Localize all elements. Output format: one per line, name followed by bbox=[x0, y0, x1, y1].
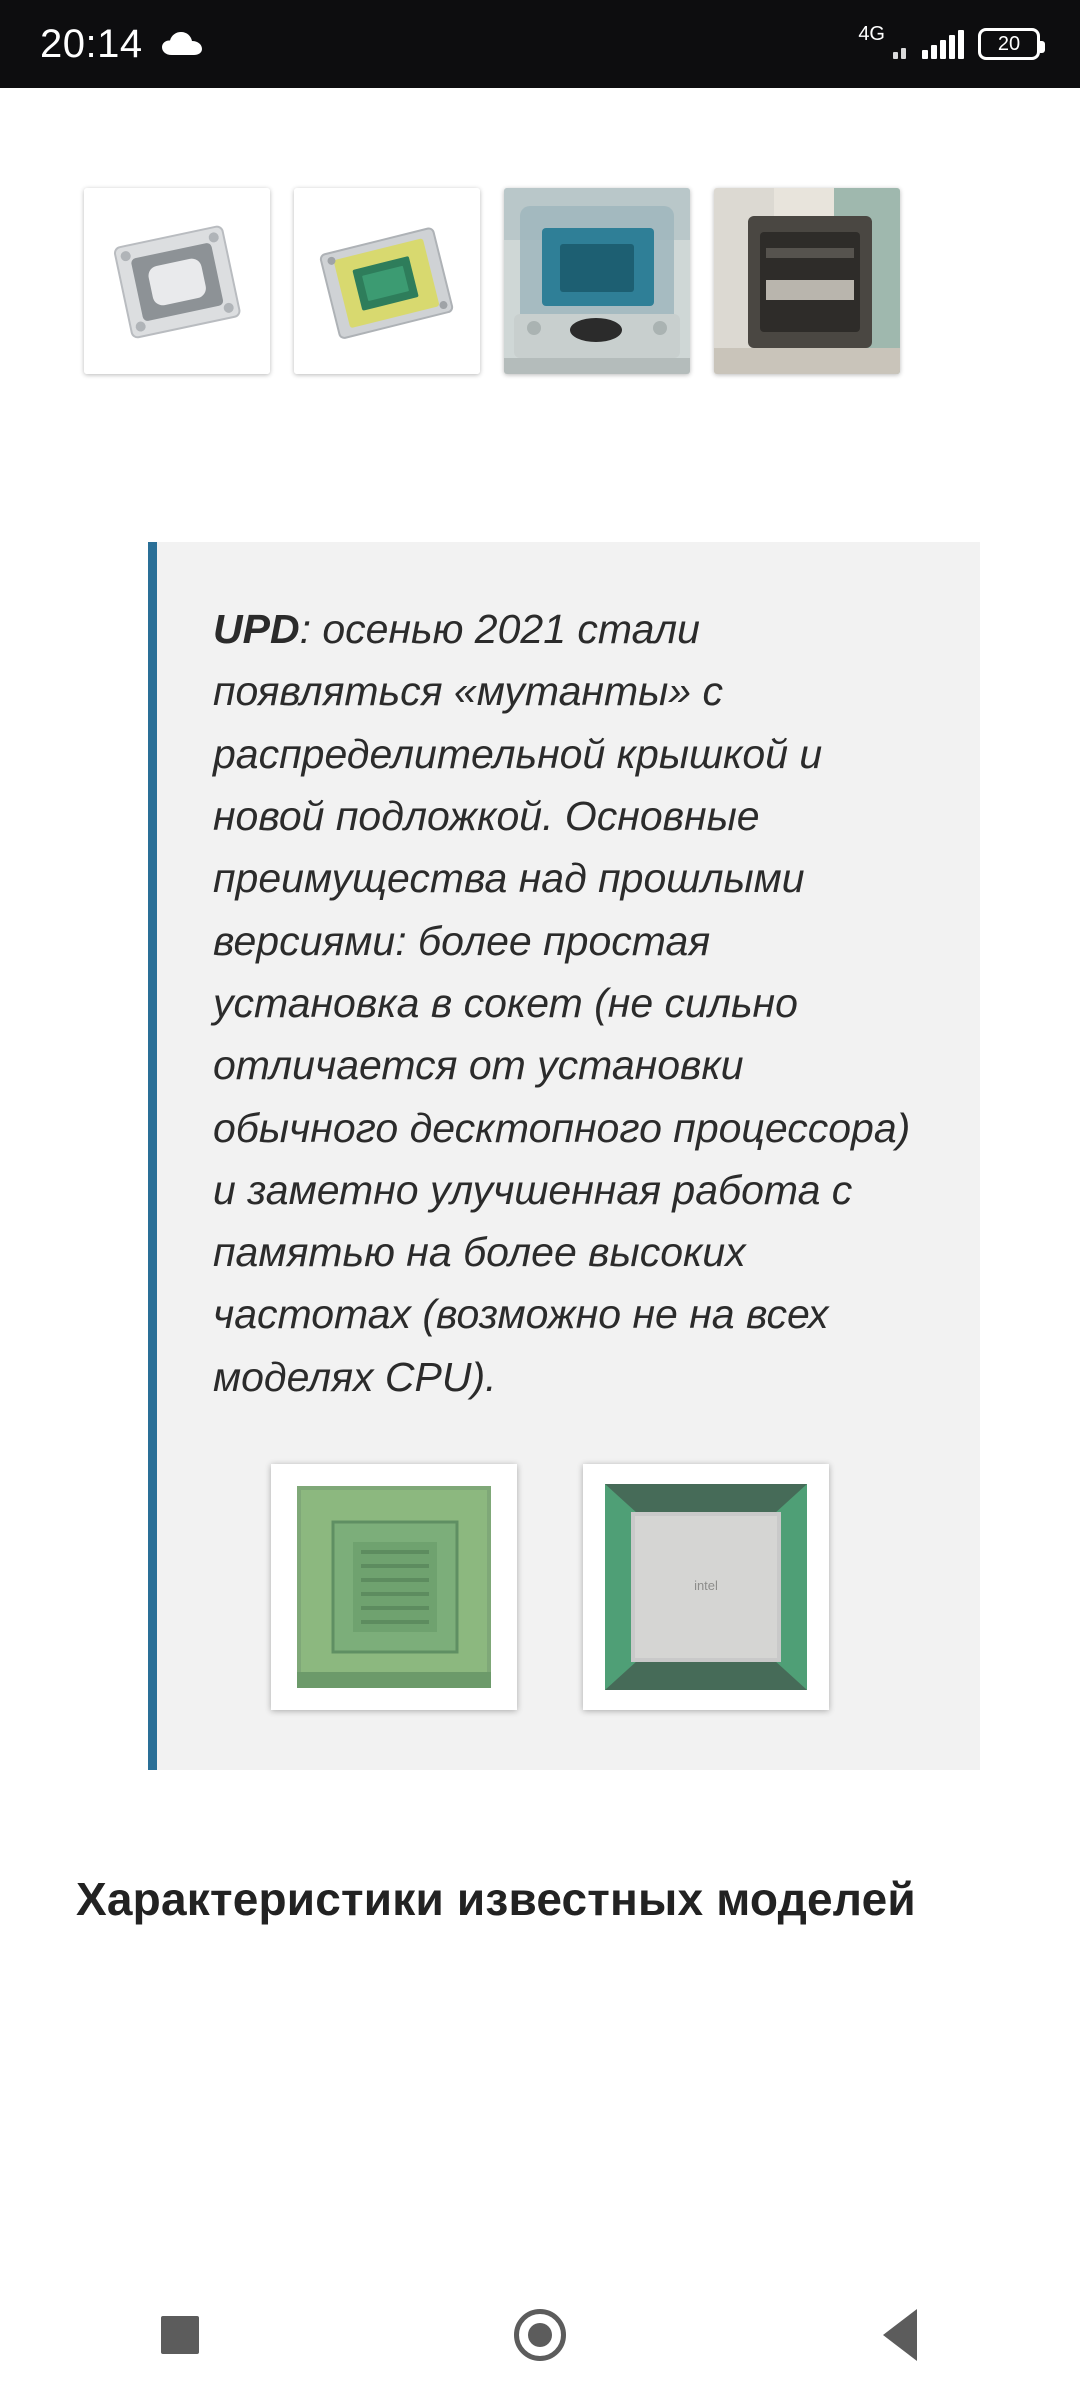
quote-text bbox=[213, 598, 924, 1408]
svg-text:intel: intel bbox=[694, 1578, 718, 1594]
article-content bbox=[0, 88, 1080, 2400]
thumbnail-1[interactable] bbox=[84, 188, 270, 374]
network-type-label: 4G bbox=[858, 23, 885, 45]
thumbnail-4[interactable] bbox=[714, 188, 900, 374]
status-bar bbox=[0, 0, 1080, 88]
status-bar-right bbox=[858, 23, 1040, 60]
quote-body-text: : осенью 2021 стали появляться «мутанты» с распределительной крышкой и новой подложкой. Основные преимущества над прошлыми версиями: более простая установка в сокет (не сильно отличается от установки обычного десктопного процессора) и заметно улучшенная работа с памятью на более высоких частотах (возможно не на всех моделях CPU). bbox=[213, 606, 911, 1400]
circle-icon bbox=[514, 2309, 566, 2361]
thumbnail-2[interactable] bbox=[294, 188, 480, 374]
quote-image-2[interactable] bbox=[583, 1464, 829, 1710]
quote-image-row bbox=[213, 1464, 924, 1710]
status-bar-left bbox=[40, 22, 203, 67]
thumbnail-3[interactable] bbox=[504, 188, 690, 374]
page-section-heading: Характеристики известных моделей bbox=[76, 1873, 916, 1926]
recents-button[interactable] bbox=[120, 2295, 240, 2375]
battery-level-label: 20 bbox=[997, 32, 1021, 55]
thumbnail-row bbox=[0, 188, 1080, 374]
status-clock: 20:14 bbox=[40, 21, 143, 66]
android-navigation-bar bbox=[0, 2270, 1080, 2400]
battery-icon bbox=[978, 28, 1040, 60]
signal-bars-secondary-icon bbox=[893, 29, 906, 59]
home-button[interactable] bbox=[480, 2295, 600, 2375]
triangle-back-icon bbox=[883, 2309, 917, 2361]
quote-image-1[interactable] bbox=[271, 1464, 517, 1710]
cloud-icon bbox=[161, 31, 203, 57]
square-icon bbox=[161, 2316, 199, 2354]
signal-bars-icon bbox=[922, 29, 964, 59]
back-button[interactable] bbox=[840, 2295, 960, 2375]
quote-lead-label: UPD bbox=[213, 606, 300, 652]
quote-block bbox=[148, 542, 980, 1770]
